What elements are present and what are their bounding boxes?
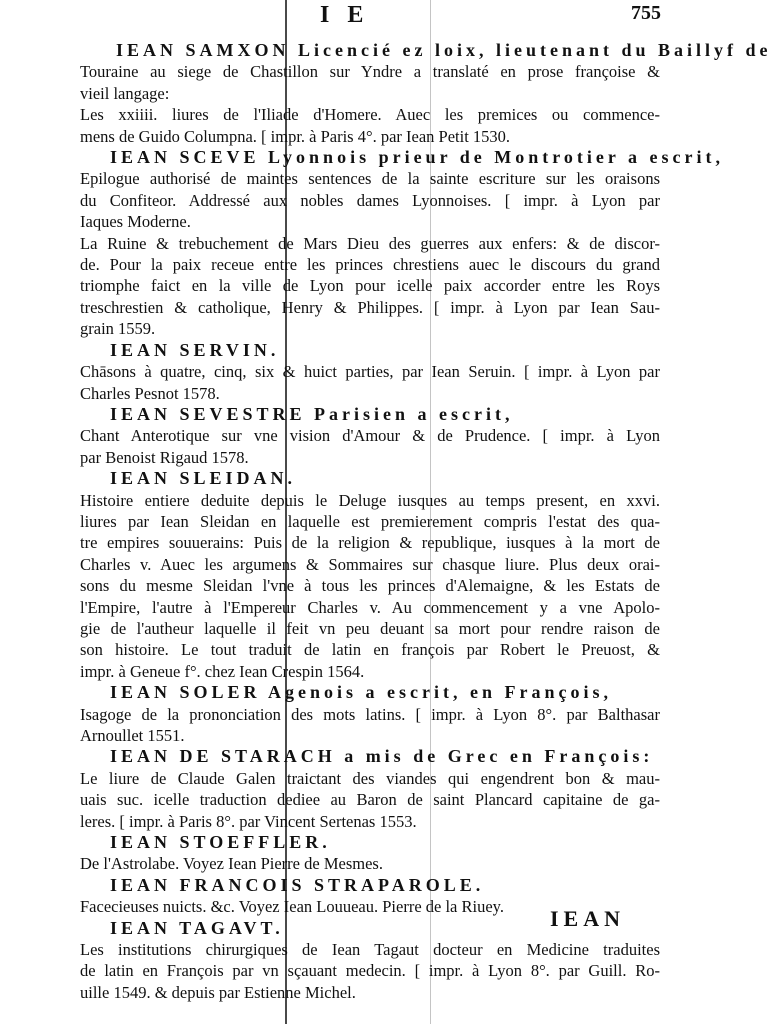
entry-line: mens de Guido Columpna. [ impr. à Paris 4°. par Iean Petit 1530. (80, 126, 511, 146)
entry-line: de latin en François par vn sçauant medecin. [ impr. à Lyon 8°. par Guill. Ro- (80, 961, 660, 981)
entry-heading: IEAN TAGAVT. (110, 917, 284, 938)
entry-line: impr. à Geneue f°. chez Iean Crespin 1564. (80, 661, 365, 681)
entry-heading: IEAN SLEIDAN. (110, 468, 297, 489)
entry-line: Chāsons à quatre, cinq, six & huict parties, par Iean Seruin. [ impr. à Lyon par (80, 362, 660, 382)
entry-line: Touraine au siege de Chastillon sur Yndre a translaté en prose françoise & (80, 62, 660, 82)
entry-sevestre (80, 404, 660, 468)
entry-line: Epilogue authorisé de maintes sentences de la sainte escriture sur les oraisons (80, 169, 660, 189)
entry-stoeffler (80, 832, 660, 875)
entry-line: Facecieuses nuicts. &c. Voyez Iean Louueau. Pierre de la Riuey. (80, 897, 504, 917)
entry-line: sons du mesme Sleidan l'vne à tous les princes d'Alemaigne, & les Estats de (80, 576, 660, 596)
entry-line: Le liure de Claude Galen traictant des viandes qui engendrent bon & mau- (80, 768, 660, 788)
entry-heading: IEAN SOLER Agenois a escrit, en François, (110, 682, 613, 703)
entry-line: de. Pour la paix receue entre les princes chrestiens auec le discours du grand (80, 255, 660, 275)
entry-line: Arnoullet 1551. (80, 726, 185, 745)
entry-heading: IEAN SCEVE Lyonnois prieur de Montrotier a escrit, (110, 147, 725, 168)
entry-samxon (80, 40, 772, 147)
entry-servin (80, 340, 660, 404)
page-number: 755 (631, 2, 661, 24)
entry-line: vieil langage: (80, 83, 170, 103)
entry-heading: IEAN SAMXON Licencié ez loix, lieutenant du Baillyf de (116, 40, 772, 60)
entry-heading: IEAN SERVIN. (110, 339, 280, 360)
entry-line: grain 1559. (80, 319, 156, 339)
entry-line: uais suc. icelle traduction dediee au Baron de saint Plancard capitaine de ga- (80, 790, 660, 810)
entry-line: Chant Anterotique sur vne vision d'Amour & de Prudence. [ impr. à Lyon (80, 426, 660, 446)
entry-line: triomphe faict en la ville de Lyon pour icelle paix accorder entre les Roys (80, 276, 660, 296)
entry-line: tre empires souuerains: Puis de la religion & republique, iusques à la mort de (80, 533, 660, 553)
entry-line: gie de l'autheur laquelle il feit vn peu deuant sa mort pour rendre raison de (80, 618, 660, 638)
entry-line: leres. [ impr. à Paris 8°. par Vincent Sertenas 1553. (80, 811, 417, 831)
entry-heading: IEAN FRANCOIS STRAPAROLE. (110, 874, 485, 895)
entry-heading: IEAN DE STARACH a mis de Grec en François: (110, 746, 654, 767)
page-body (80, 40, 772, 1003)
running-head-letter: I E (320, 2, 370, 28)
entry-heading: IEAN SEVESTRE Parisien a escrit, (110, 403, 514, 424)
entry-line: par Benoist Rigaud 1578. (80, 447, 249, 467)
entry-starach (80, 746, 660, 832)
entry-sleidan (80, 468, 660, 682)
entry-line: treschrestien & catholique, Henry & Philippes. [ impr. à Lyon par Iean Sau- (80, 297, 660, 317)
entry-line: Les institutions chirurgiques de Iean Tagaut docteur en Medicine traduites (80, 940, 660, 960)
entry-line: liures par Iean Sleidan en laquelle est premierement compris l'estat des qua- (80, 511, 660, 531)
entry-line: Histoire entiere deduite depuis le Deluge iusques au temps present, en xxvi. (80, 490, 660, 510)
entry-line: Iaques Moderne. (80, 212, 191, 232)
entry-line: Charles Pesnot 1578. (80, 383, 220, 403)
entry-line: Les xxiiii. liures de l'Iliade d'Homere. Auec les premices ou commence- (80, 105, 660, 125)
entry-line: du Confiteor. Addressé aux nobles dames Lyonnoises. [ impr. à Lyon par (80, 190, 660, 210)
entry-soler (80, 682, 660, 746)
entry-line: son histoire. Le tout traduit de latin en françois par Robert le Preuost, & (80, 640, 660, 660)
entry-line: uille 1549. & depuis par Estienne Michel. (80, 982, 356, 1002)
entry-line: Isagoge de la prononciation des mots latins. [ impr. à Lyon 8°. par Balthasar (80, 704, 660, 724)
entry-line: La Ruine & trebuchement de Mars Dieu des guerres aux enfers: & de discor- (80, 233, 660, 253)
entry-line: l'Empire, l'autre à l'Empereur Charles v. Au commencement y a vne Apolo- (80, 597, 660, 617)
entry-line: De l'Astrolabe. Voyez Iean Pierre de Mesmes. (80, 854, 383, 874)
entry-heading: IEAN STOEFFLER. (110, 832, 331, 853)
catchword: IEAN (550, 906, 626, 931)
entry-line: Charles v. Auec les argumens & Sommaires sur chasque liure. Plus deux orai- (80, 554, 660, 574)
entry-sceve (80, 147, 725, 340)
